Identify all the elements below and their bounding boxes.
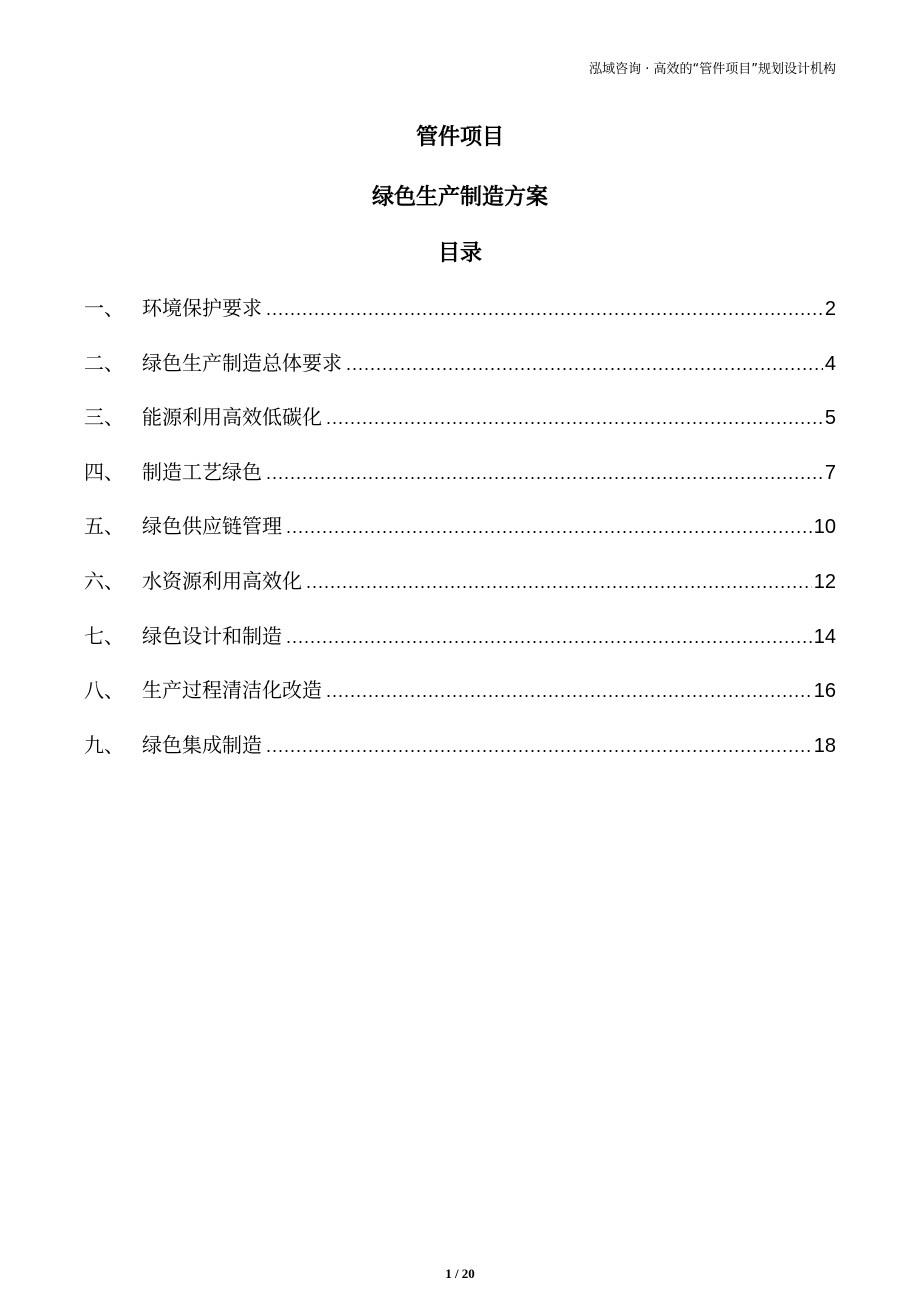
toc-dot-leader [326, 400, 823, 436]
toc-entry-number: 六、 [84, 568, 124, 593]
toc-entry-page: 18 [813, 734, 836, 757]
document-title: 管件项目 [415, 125, 504, 150]
toc-dot-leader [306, 564, 812, 600]
toc-entry[interactable] [84, 563, 836, 618]
toc-dot-leader [266, 455, 823, 491]
toc-entry[interactable] [84, 618, 836, 673]
toc-entry-title: 环境保护要求 [142, 296, 262, 320]
toc-dot-leader [346, 346, 823, 382]
toc-entry-title: 水资源利用高效化 [142, 568, 302, 593]
toc-entry-number: 四、 [84, 459, 124, 484]
toc-entry[interactable] [84, 345, 836, 400]
page-header: 泓域咨询 · 高效的“管件项目”规划设计机构 [589, 62, 836, 77]
toc-entry[interactable] [84, 454, 836, 509]
toc-dot-leader [326, 673, 812, 709]
table-of-contents [84, 290, 836, 781]
toc-entry[interactable] [84, 727, 836, 782]
toc-entry-number: 一、 [84, 296, 124, 320]
toc-entry-number: 五、 [84, 514, 124, 539]
toc-entry-number: 九、 [84, 732, 124, 757]
toc-entry-page: 4 [824, 352, 836, 375]
toc-entry-page: 5 [824, 407, 836, 430]
toc-entry[interactable] [84, 508, 836, 563]
toc-entry-title: 生产过程清洁化改造 [142, 678, 322, 703]
toc-entry[interactable] [84, 290, 836, 345]
toc-entry[interactable] [84, 399, 836, 454]
toc-entry-title: 制造工艺绿色 [142, 459, 262, 484]
toc-entry-title: 绿色集成制造 [142, 732, 262, 757]
toc-entry-number: 三、 [84, 405, 124, 430]
toc-entry-page: 14 [813, 625, 836, 648]
toc-entry-page: 2 [824, 298, 836, 320]
toc-entry-title: 绿色供应链管理 [142, 514, 282, 539]
toc-dot-leader [266, 728, 812, 764]
toc-entry-number: 八、 [84, 678, 124, 703]
toc-entry-number: 二、 [84, 350, 124, 375]
toc-entry-page: 10 [813, 516, 836, 539]
toc-dot-leader [286, 619, 812, 655]
toc-heading: 目录 [437, 241, 482, 266]
page-number-footer: 1 / 20 [445, 1266, 475, 1281]
document-subtitle: 绿色生产制造方案 [371, 185, 548, 210]
toc-dot-leader [266, 291, 823, 327]
toc-entry-page: 16 [813, 680, 836, 703]
toc-entry-page: 12 [813, 570, 836, 593]
toc-dot-leader [286, 509, 812, 545]
toc-entry-title: 绿色生产制造总体要求 [142, 350, 342, 375]
toc-entry[interactable] [84, 672, 836, 727]
toc-entry-title: 绿色设计和制造 [142, 623, 282, 648]
toc-entry-number: 七、 [84, 623, 124, 648]
toc-entry-title: 能源利用高效低碳化 [142, 405, 322, 430]
toc-entry-page: 7 [824, 461, 836, 484]
